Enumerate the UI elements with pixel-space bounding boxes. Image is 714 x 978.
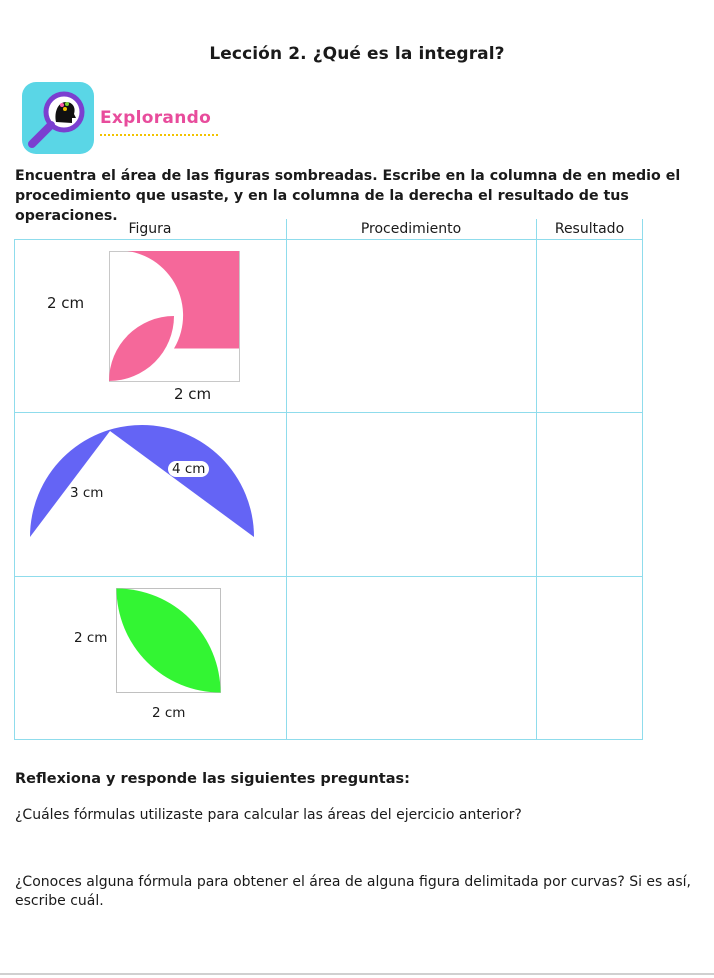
explore-logo-icon [20,80,96,156]
reflection-heading: Reflexiona y responde las siguientes preguntas: [15,771,410,787]
instructions-text: Encuentra el área de las figuras sombreadas. Escribe en la columna de en medio el procedimiento que usaste, y en la columna de la derecha el resultado de tus operaciones. [15,168,681,224]
figure-green-lens [116,588,222,694]
reflection-question: ¿Conoces alguna fórmula para obtener el área de alguna figura delimitada por curvas? Si es así, escribe cuál. [15,874,692,909]
figure-side-label: 2 cm [152,705,186,721]
reflection-question: ¿Cuáles fórmulas utilizaste para calcular las áreas del ejercicio anterior? [15,807,522,823]
table-border-right [642,219,643,740]
column-header-resultado: Resultado [554,221,625,237]
table-column-divider [536,219,537,740]
figure-side-label: 2 cm [174,385,212,403]
table-column-divider [286,219,287,740]
figure-side-label: 2 cm [47,294,85,312]
pink-region-bottom [109,316,174,381]
column-header-procedimiento: Procedimiento [360,221,462,237]
pink-region-top [109,251,239,349]
figure-blue-semicircle [28,423,256,539]
page-bottom-border [0,973,714,975]
table-divider [14,239,643,240]
table-divider [14,576,643,577]
exercise-table [14,219,643,740]
leg-label: 3 cm [70,485,104,501]
table-border-left [14,239,15,740]
column-header-figura: Figura [128,221,172,237]
section-underline [100,134,218,136]
figure-side-label: 2 cm [74,630,108,646]
section-label: Explorando [100,108,212,128]
table-divider [14,739,643,740]
page-title: Lección 2. ¿Qué es la integral? [209,44,505,64]
table-divider [14,412,643,413]
figure-pink-arcs [109,251,241,383]
hypotenuse-label: 4 cm [168,461,209,477]
